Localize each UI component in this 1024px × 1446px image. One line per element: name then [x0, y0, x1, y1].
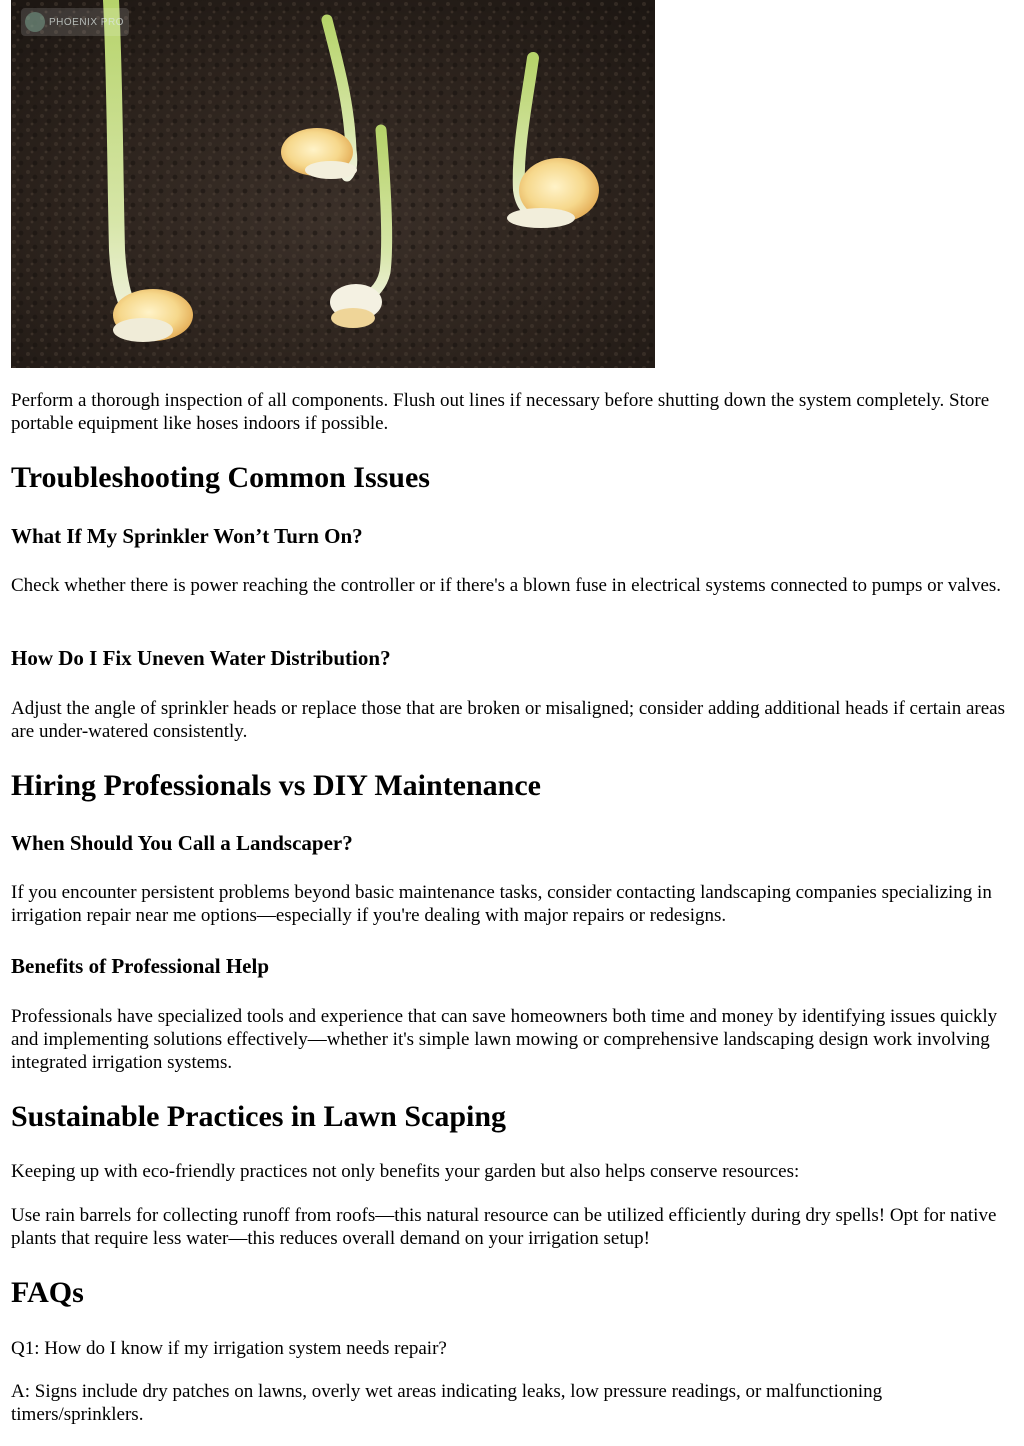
seedling-photo [11, 0, 655, 368]
sustainable-heading: Sustainable Practices in Lawn Scaping [11, 1100, 507, 1133]
sustainable-body: Use rain barrels for collecting runoff from roofs—this natural resource can be utilized efficiently during dry spells! Opt for native plants that require less water—this reduces overall demand on your irrigation setup! [11, 1205, 997, 1249]
troubleshooting-heading: Troubleshooting Common Issues [11, 461, 430, 494]
uneven-water-body: Adjust the angle of sprinkler heads or replace those that are broken or misaligned; consider adding additional heads if certain areas are under-watered consistently. [11, 698, 1005, 742]
faq-answer-1: A: Signs include dry patches on lawns, overly wet areas indicating leaks, low pressure readings, or malfunctioning timers/sprinklers. [11, 1381, 883, 1425]
call-landscaper-body: If you encounter persistent problems beyond basic maintenance tasks, consider contacting landscaping companies specializing in irrigation repair near me options—especially if you're dealing with major repairs or redesigns. [11, 882, 992, 926]
watermark-logo [21, 8, 129, 36]
hiring-heading: Hiring Professionals vs DIY Maintenance [11, 769, 541, 802]
watermark-text: PHOENIX PRO [49, 16, 124, 28]
seedling-illustration [11, 0, 655, 368]
sprinkler-wont-turn-on-body: Check whether there is power reaching the controller or if there's a blown fuse in electrical systems connected to pumps or valves. [11, 575, 1002, 596]
logo-mark-icon [25, 12, 45, 32]
faqs-heading: FAQs [11, 1276, 84, 1309]
benefits-heading: Benefits of Professional Help [11, 954, 270, 978]
benefits-body: Professionals have specialized tools and experience that can save homeowners both time and money by identifying issues quickly and implementing solutions effectively—whether it's simple lawn mowing or comprehensive landscaping design work involving integrated irrigation systems. [11, 1006, 998, 1073]
uneven-water-heading: How Do I Fix Uneven Water Distribution? [11, 646, 391, 670]
article-page [11, 0, 1011, 1425]
faq-question-1: Q1: How do I know if my irrigation system needs repair? [11, 1338, 447, 1359]
intro-paragraph: Perform a thorough inspection of all components. Flush out lines if necessary before shutting down the system completely. Store portable equipment like hoses indoors if possible. [11, 390, 990, 434]
sprinkler-wont-turn-on-heading: What If My Sprinkler Won’t Turn On? [11, 524, 363, 548]
call-landscaper-heading: When Should You Call a Landscaper? [11, 831, 353, 855]
sustainable-intro: Keeping up with eco-friendly practices not only benefits your garden but also helps conserve resources: [11, 1161, 800, 1182]
